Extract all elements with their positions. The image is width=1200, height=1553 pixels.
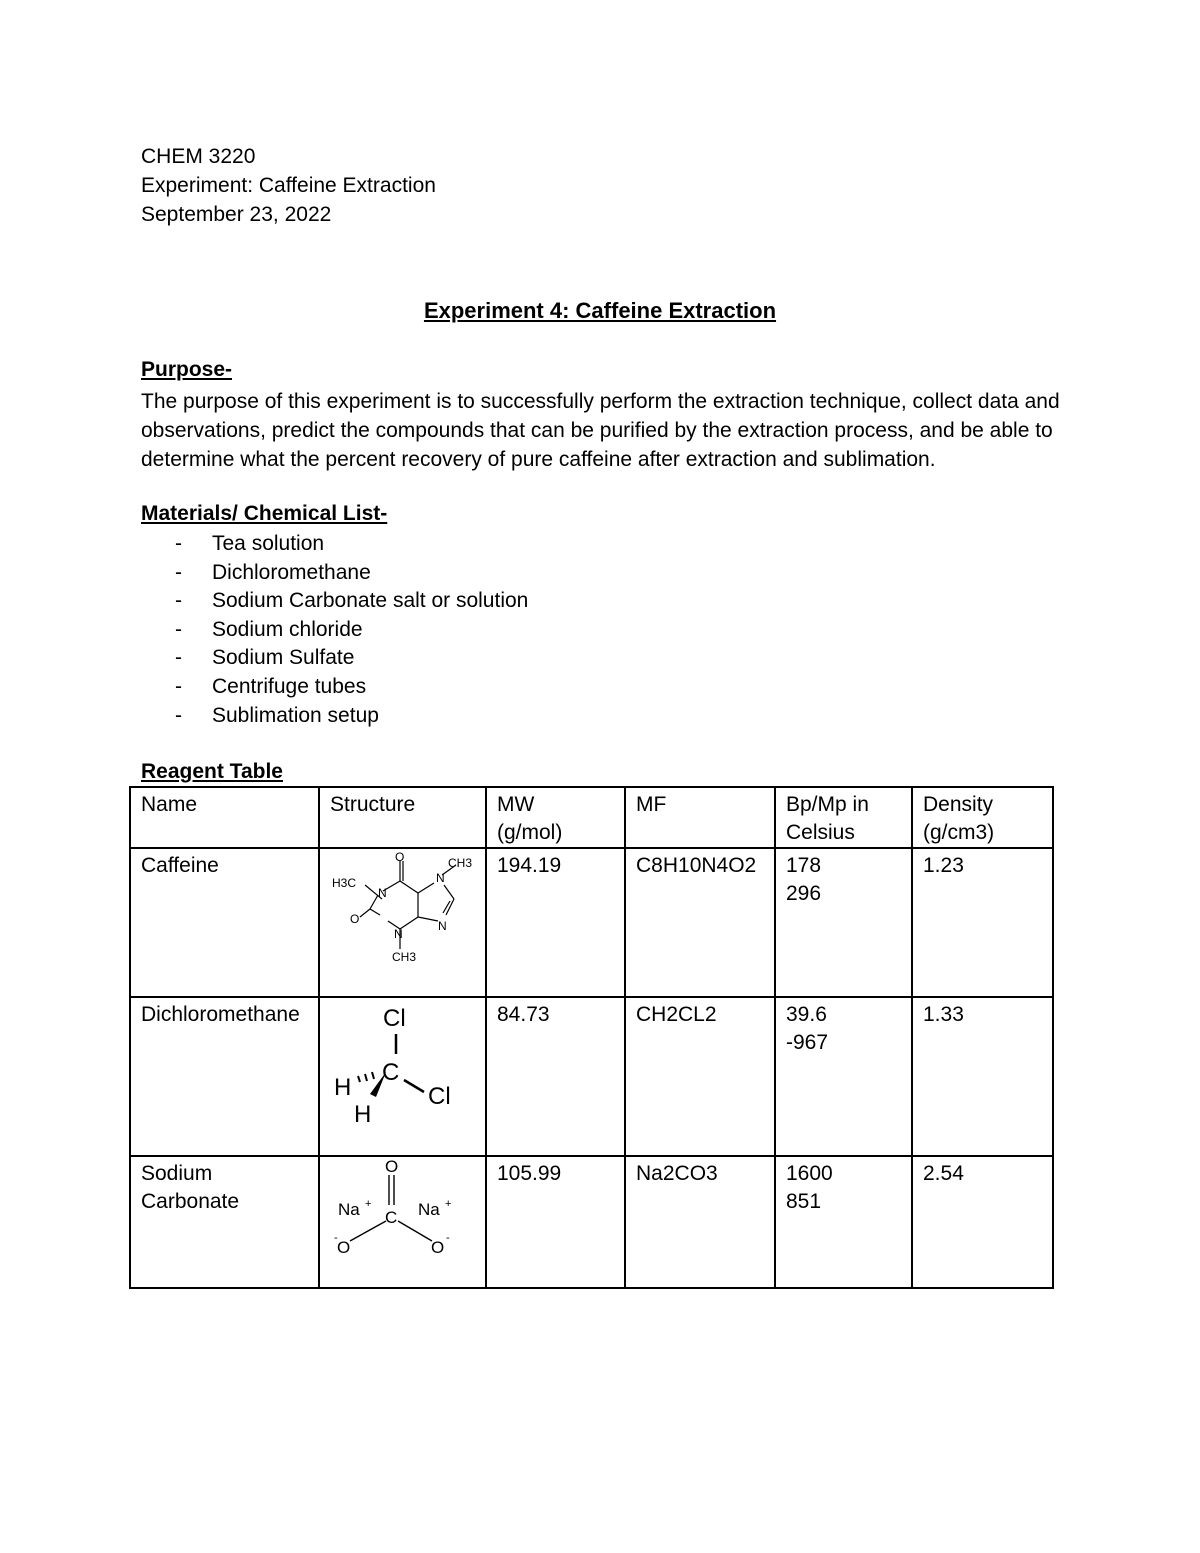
list-item-label: Sublimation setup (212, 703, 379, 727)
list-item (141, 530, 528, 559)
bullet-dash: - (175, 674, 182, 698)
course-line: CHEM 3220 (141, 145, 256, 168)
sodium-carbonate-structure (319, 1156, 486, 1288)
list-item-label: Centrifuge tubes (212, 674, 367, 698)
bullet-dash: - (175, 703, 182, 727)
header-mf: MF (625, 787, 775, 848)
list-item-label: Sodium chloride (212, 617, 363, 641)
list-item (141, 559, 528, 588)
methyl-label: CH3 (392, 950, 417, 964)
charge-minus: - (334, 1232, 338, 1244)
list-item (141, 644, 528, 673)
table-row (130, 997, 1053, 1156)
cell-bpmp: 178 296 (775, 848, 912, 997)
page-title: Experiment 4: Caffeine Extraction (423, 298, 777, 323)
cell-mf: Na2CO3 (625, 1156, 775, 1288)
charge-plus: + (445, 1198, 452, 1210)
list-item-label: Dichloromethane (212, 560, 371, 584)
methyl-label: H3C (332, 876, 357, 890)
list-item (141, 702, 528, 731)
bullet-dash: - (175, 589, 182, 613)
atom-label-o: O (350, 912, 360, 926)
date-line: September 23, 2022 (141, 203, 332, 226)
list-item (141, 587, 528, 616)
cell-name: Sodium Carbonate (130, 1156, 319, 1288)
atom-label-cl: Cl (383, 1005, 406, 1032)
reagent-table (129, 786, 1054, 1289)
dichloromethane-structure (319, 997, 486, 1156)
header-structure: Structure (319, 787, 486, 848)
atom-label-na: Na (338, 1200, 360, 1219)
list-item (141, 673, 528, 702)
purpose-heading: Purpose- (141, 358, 233, 381)
cell-mw: 194.19 (486, 848, 625, 997)
cell-mw: 84.73 (486, 997, 625, 1156)
cell-density: 1.33 (912, 997, 1053, 1156)
purpose-text: The purpose of this experiment is to successfully perform the extraction technique, collect data and observations, predict the compounds that can be purified by the extraction process, and be able to determine what the percent recovery of pure caffeine after extraction and sublimation. (141, 390, 1060, 471)
atom-label-na: Na (418, 1200, 440, 1219)
table-header-row (130, 787, 1053, 848)
cell-name: Dichloromethane (130, 997, 319, 1156)
atom-label-n: N (394, 927, 403, 941)
atom-label-n: N (378, 886, 387, 900)
bullet-dash: - (175, 560, 182, 584)
atom-label-c: C (382, 1059, 400, 1086)
table-row (130, 848, 1053, 997)
charge-minus: - (446, 1232, 450, 1244)
list-item-label: Sodium Carbonate salt or solution (212, 589, 529, 613)
header-density: Density (g/cm3) (912, 787, 1053, 848)
list-item (141, 616, 528, 645)
cell-name: Caffeine (130, 848, 319, 997)
atom-label-o: O (337, 1238, 351, 1257)
cell-density: 1.23 (912, 848, 1053, 997)
bullet-dash: - (175, 617, 182, 641)
dichloromethane-structure-drawing (320, 998, 485, 1154)
document-header (141, 142, 436, 229)
atom-label-c: C (385, 1208, 398, 1227)
header-name: Name (130, 787, 319, 848)
caffeine-structure-drawing (320, 849, 485, 995)
atom-label-n: N (436, 871, 445, 885)
atom-label-cl: Cl (428, 1083, 451, 1110)
experiment-line: Experiment: Caffeine Extraction (141, 174, 436, 197)
table-row (130, 1156, 1053, 1288)
atom-label-h: H (334, 1074, 352, 1101)
cell-mw: 105.99 (486, 1156, 625, 1288)
atom-label-o: O (385, 1157, 399, 1176)
sodium-carbonate-structure-drawing (320, 1157, 485, 1287)
atom-label-o: O (395, 850, 405, 864)
atom-label-h: H (354, 1101, 372, 1128)
methyl-label: CH3 (448, 856, 473, 870)
header-mw: MW (g/mol) (486, 787, 625, 848)
list-item-label: Tea solution (212, 532, 325, 555)
charge-plus: + (365, 1198, 372, 1210)
list-item-label: Sodium Sulfate (212, 646, 355, 670)
bullet-dash: - (175, 646, 182, 670)
materials-list (141, 530, 528, 730)
reagent-table-heading: Reagent Table (141, 760, 283, 783)
caffeine-structure (319, 848, 486, 997)
atom-label-o: O (431, 1238, 445, 1257)
cell-density: 2.54 (912, 1156, 1053, 1288)
bullet-dash: - (175, 532, 182, 555)
cell-bpmp: 39.6 -967 (775, 997, 912, 1156)
header-bpmp: Bp/Mp in Celsius (775, 787, 912, 848)
cell-mf: C8H10N4O2 (625, 848, 775, 997)
atom-label-n: N (438, 919, 447, 933)
cell-mf: CH2CL2 (625, 997, 775, 1156)
materials-heading: Materials/ Chemical List- (141, 502, 388, 525)
cell-bpmp: 1600 851 (775, 1156, 912, 1288)
